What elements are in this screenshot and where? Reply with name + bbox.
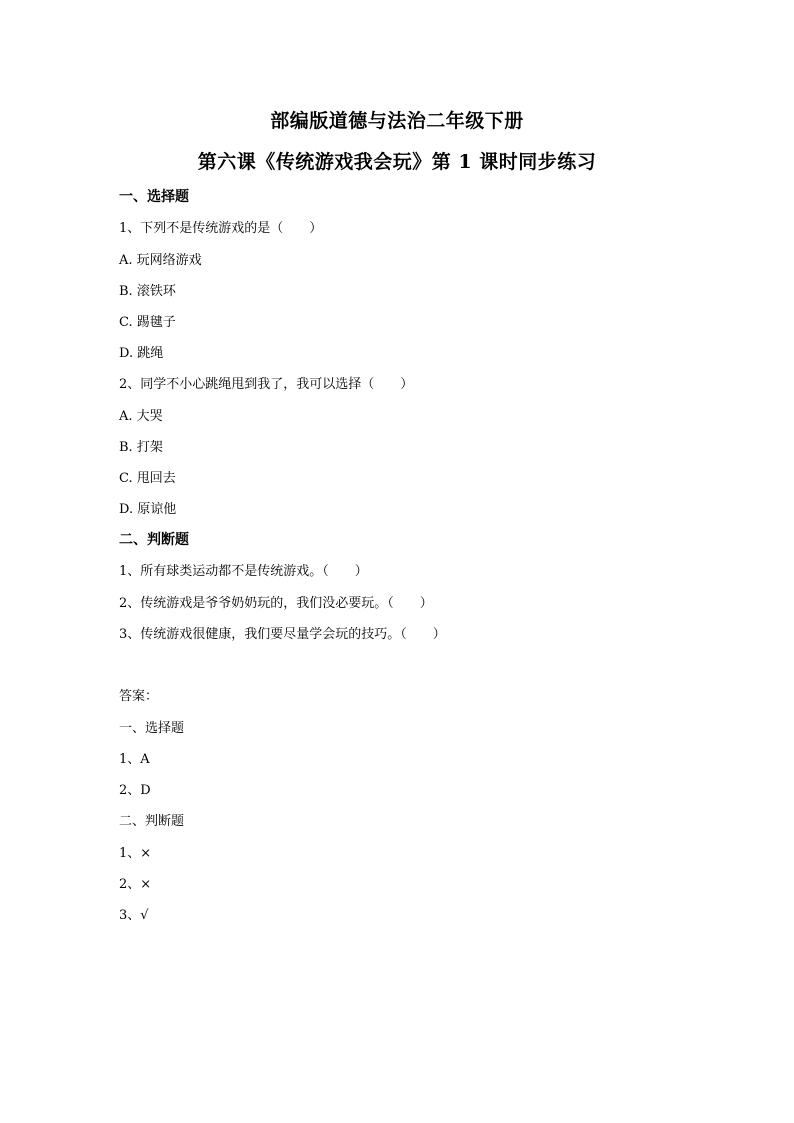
judge-item-1: 1、所有球类运动都不是传统游戏。（ ）	[119, 564, 368, 579]
question-2-option-a: A. 大哭	[119, 409, 163, 424]
answer-choice-2: 2、D	[119, 783, 151, 798]
answer-judge-2: 2、×	[119, 877, 152, 892]
answer-judge-3: 3、√	[119, 908, 149, 923]
document-subtitle: 第六课《传统游戏我会玩》第 1 课时同步练习	[197, 151, 597, 173]
answers-label: 答案：	[119, 689, 159, 704]
question-2-option-d: D. 原谅他	[119, 502, 177, 517]
judge-item-3: 3、传统游戏很健康，我们要尽量学会玩的技巧。（ ）	[119, 627, 446, 642]
document-title: 部编版道德与法治二年级下册	[270, 110, 524, 132]
question-1-stem: 1、下列不是传统游戏的是（ ）	[119, 221, 323, 236]
answer-choice-1: 1、A	[119, 752, 150, 767]
question-1-option-c: C. 踢毽子	[119, 315, 176, 330]
question-1-option-b: B. 滚铁环	[119, 284, 176, 299]
question-2-stem: 2、同学不小心跳绳甩到我了，我可以选择（ ）	[119, 377, 414, 392]
question-2-option-c: C. 甩回去	[119, 471, 176, 486]
question-2-option-b: B. 打架	[119, 440, 163, 455]
answers-judge-heading: 二、判断题	[119, 814, 185, 829]
judge-item-2: 2、传统游戏是爷爷奶奶玩的，我们没必要玩。（ ）	[119, 596, 433, 611]
section-heading-judge: 二、判断题	[119, 532, 189, 548]
question-1-option-d: D. 跳绳	[119, 346, 164, 361]
answers-choice-heading: 一、选择题	[119, 721, 185, 736]
question-1-option-a: A. 玩网络游戏	[119, 253, 202, 268]
answer-judge-1: 1、×	[119, 846, 152, 861]
section-heading-choice: 一、选择题	[119, 189, 189, 205]
